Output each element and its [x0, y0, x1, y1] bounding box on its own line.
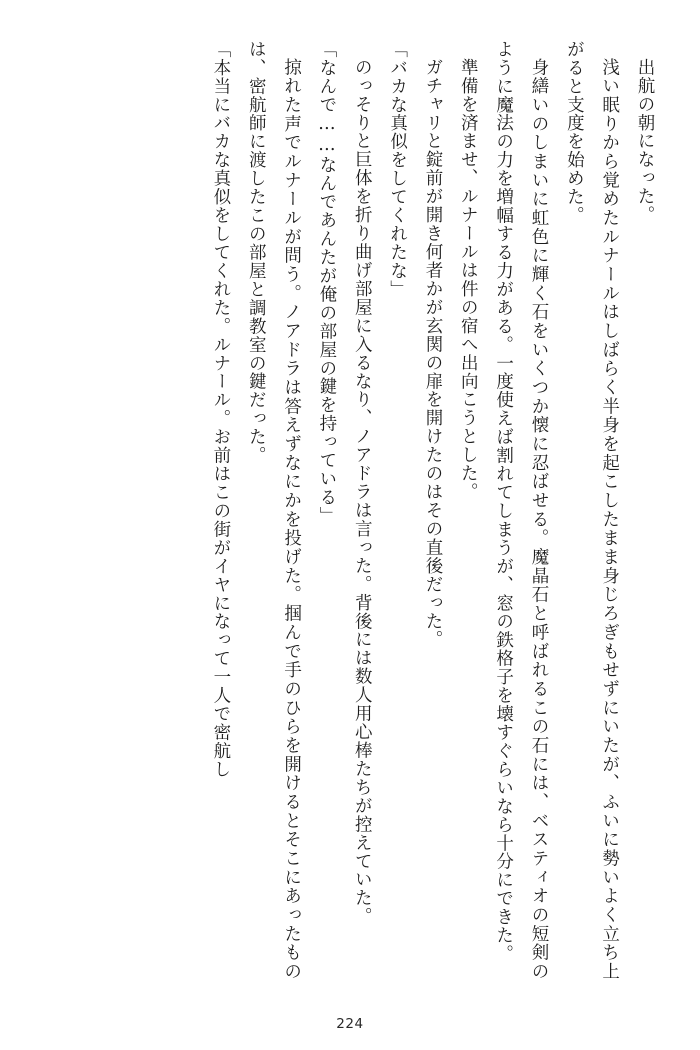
paragraph: 身繕いのしまいに虹色に輝く石をいくつか懐に忍ばせる。魔晶石と呼ばれるこの石には、ベスティオの短剣のように魔法の力を増幅する力がある。一度使えば割れてしまうが、窓の鉄格子を壊すぐらいなら十分にできた。 — [493, 40, 549, 980]
paragraph: のっそりと巨体を折り曲げ部屋に入るなり、ノアドラは言った。背後には数人用心棒たちが控えていた。 — [352, 57, 373, 926]
paragraph: 掠れた声でルナールが問う。ノアドラは答えずなにかを投げた。掴んで手のひらを開けるとそこにあったものは、密航師に渡したこの部屋と調教室の鍵だった。 — [246, 40, 302, 980]
page-body-text — [38, 40, 662, 980]
dialogue-line: 「バカな真似をしてくれたな」 — [387, 40, 408, 299]
dialogue-line: 「本当にバカな真似をしてくれた。ルナール。お前はこの街がイヤになって一人で密航し — [210, 40, 231, 779]
paragraph: 出航の朝になった。 — [635, 57, 655, 224]
page-number: 224 — [336, 1016, 364, 1032]
dialogue-line: 「なんで……なんであんたが俺の部屋の鍵を持っている」 — [316, 40, 337, 526]
paragraph: ガチャリと錠前が開き何者かが玄関の扉を開けたのはその直後だった。 — [422, 57, 443, 649]
paragraph: 準備を済ませ、ルナールは件の宿へ出向こうとした。 — [458, 57, 479, 501]
paragraph: 浅い眠りから覚めたルナールはしばらく半身を起こしたまま身じろぎもせずにいたが、ふいに勢いよく立ち上がると支度を始めた。 — [564, 40, 620, 980]
